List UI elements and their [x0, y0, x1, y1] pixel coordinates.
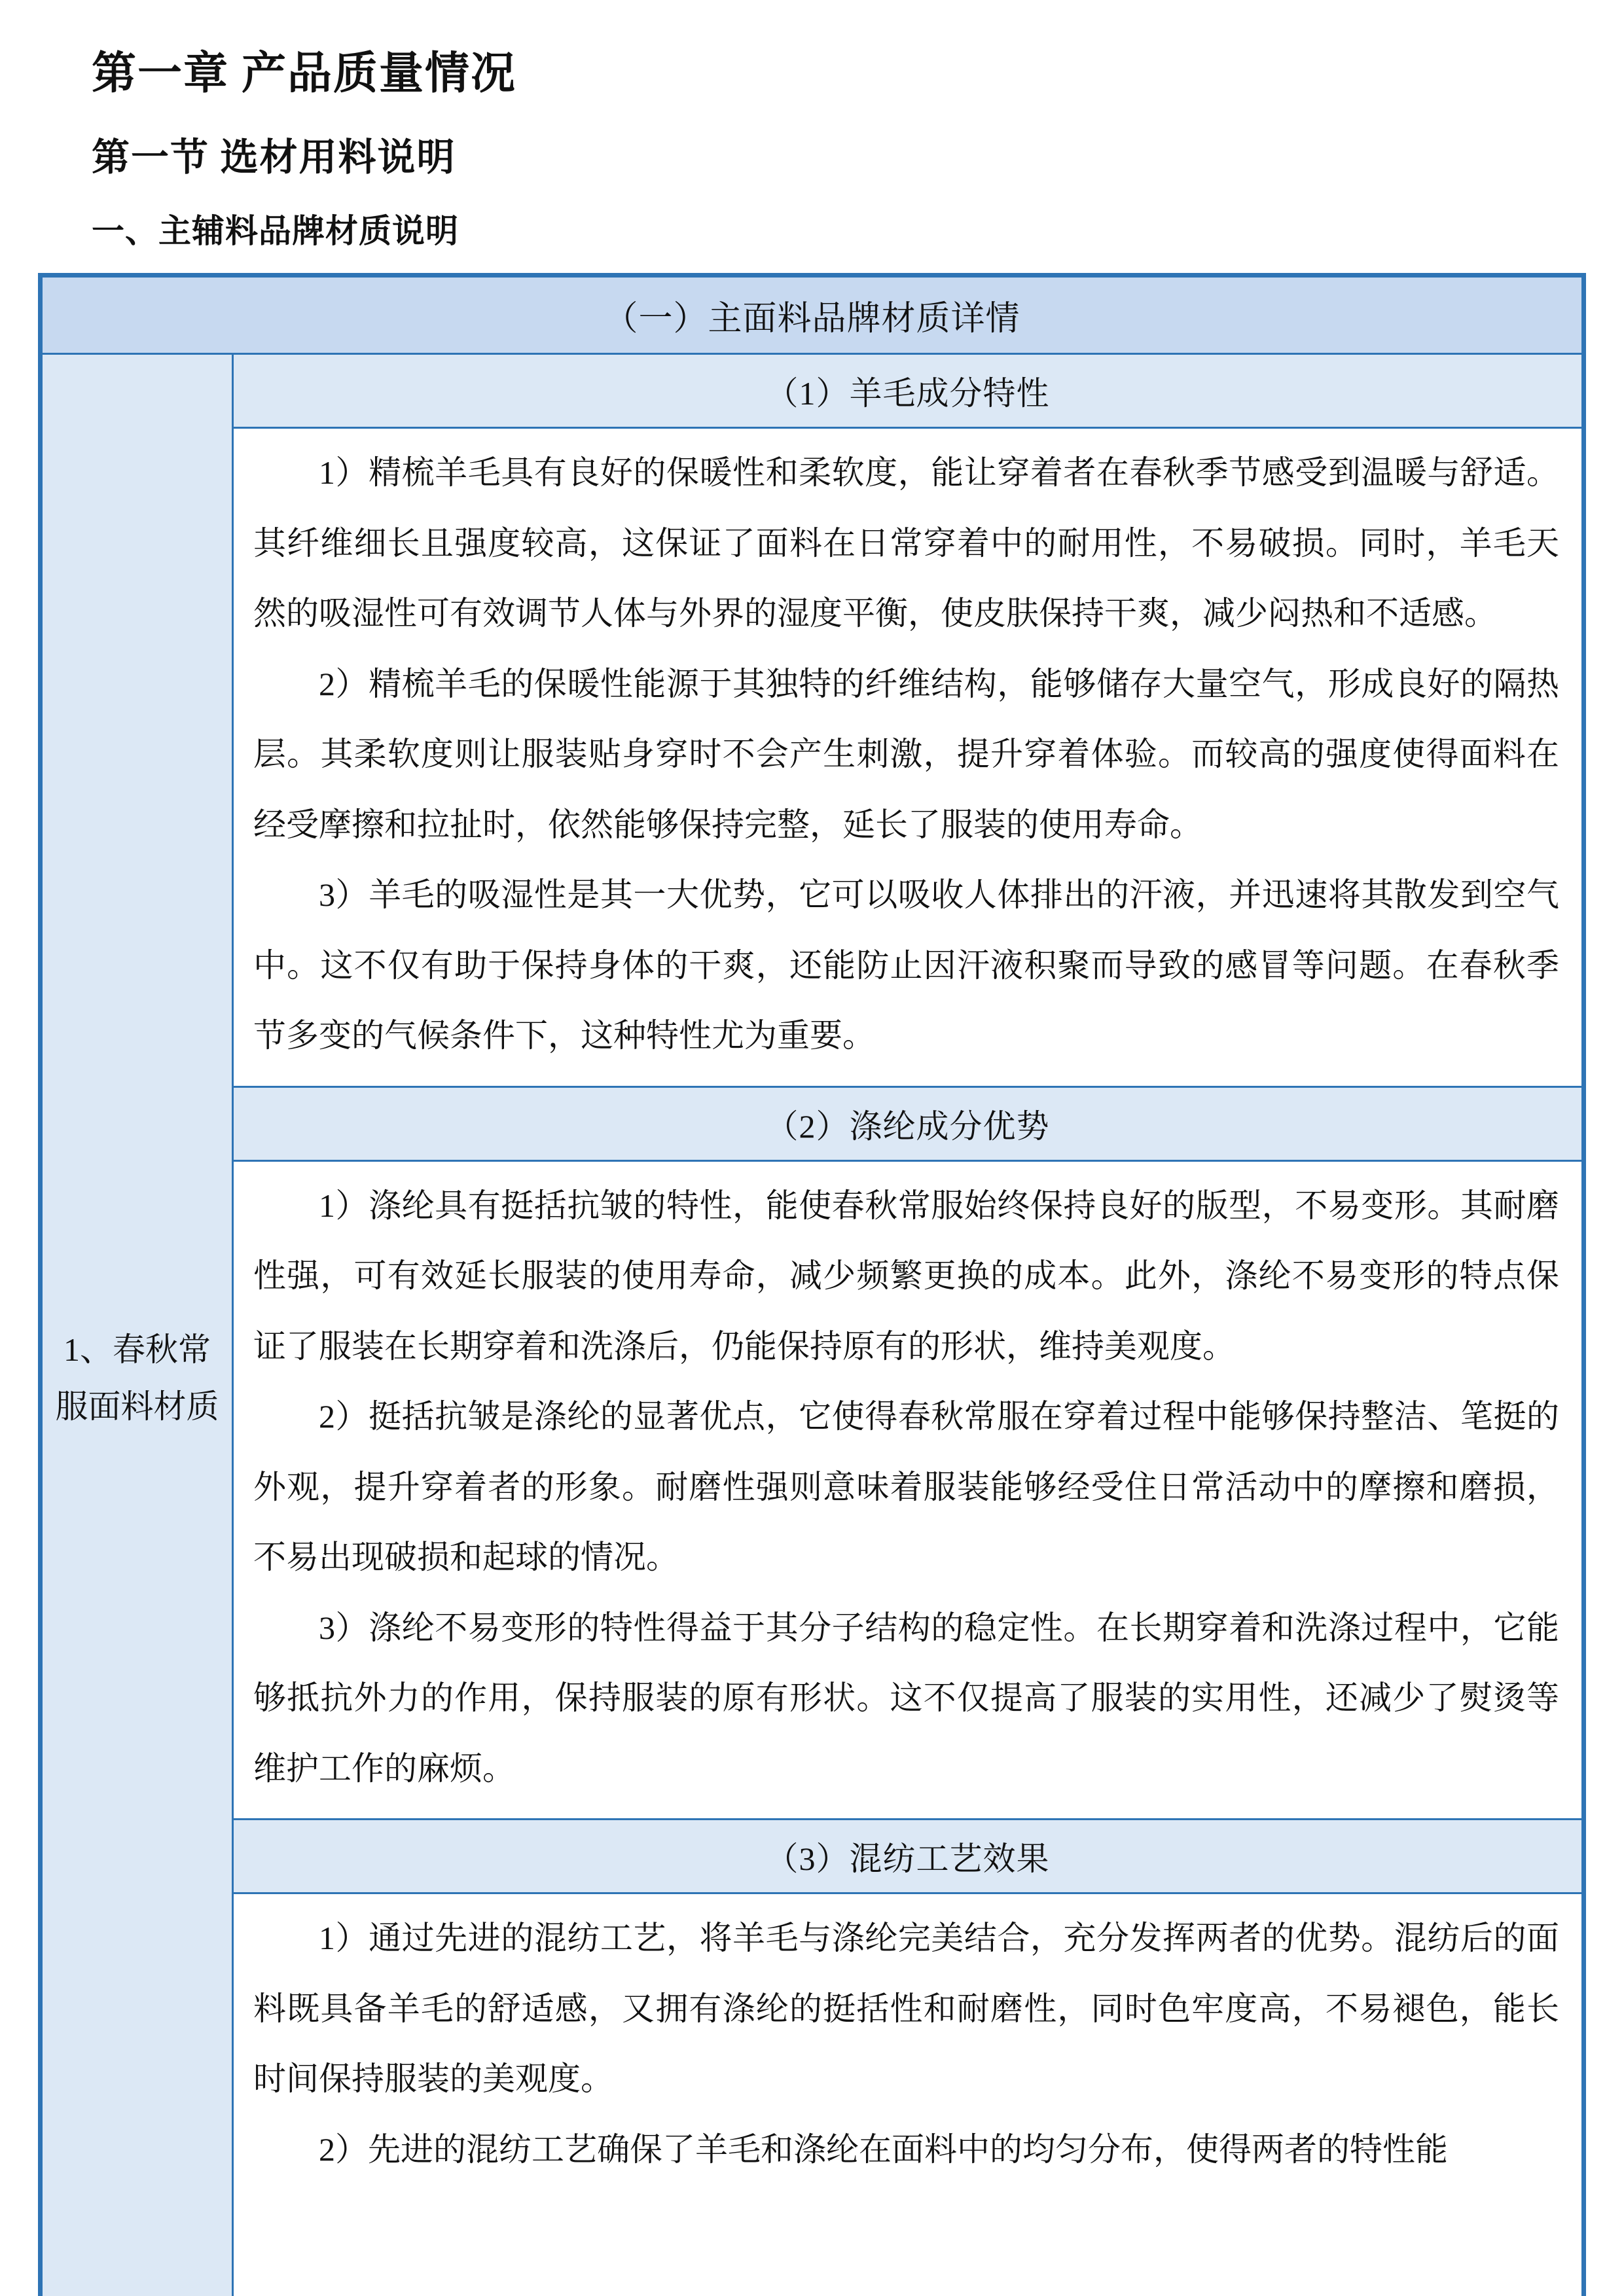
section-title: 第一节 选材用料说明: [92, 136, 456, 179]
paragraph: 2）先进的混纺工艺确保了羊毛和涤纶在面料中的均匀分布，使得两者的特性能: [319, 2130, 1448, 2168]
subheader-polyester-advantages: （2）涤纶成分优势: [234, 1088, 1581, 1162]
paragraph: 3）羊毛的吸湿性是其一大优势，它可以吸收人体排出的汗液，并迅速将其散发到空气中。这不仅有助于保持身体的干爽，还能防止因汗液积聚而导致的感冒等问题。在春秋季节多变的气候条件下，这种特性尤为重要。: [253, 876, 1559, 1054]
body-cell-polyester-advantages: [234, 1162, 1581, 1821]
row-label-fabric-material: 1、春秋常服面料材质: [43, 355, 234, 2296]
table-content-column: [234, 355, 1581, 2296]
material-detail-table: [38, 273, 1586, 2296]
table-body: [43, 355, 1581, 2296]
paragraph: 2）精梳羊毛的保暖性能源于其独特的纤维结构，能够储存大量空气，形成良好的隔热层。其柔软度则让服装贴身穿时不会产生刺激，提升穿着体验。而较高的强度使得面料在经受摩擦和拉扯时，依然能够保持完整，延长了服装的使用寿命。: [253, 665, 1559, 843]
paragraph: 3）涤纶不易变形的特性得益于其分子结构的稳定性。在长期穿着和洗涤过程中，它能够抵抗外力的作用，保持服装的原有形状。这不仅提高了服装的实用性，还减少了熨烫等维护工作的麻烦。: [253, 1609, 1559, 1787]
paragraph: 2）挺括抗皱是涤纶的显著优点，它使得春秋常服在穿着过程中能够保持整洁、笔挺的外观，提升穿着者的形象。耐磨性强则意味着服装能够经受住日常活动中的摩擦和磨损，不易出现破损和起球的情况。: [253, 1398, 1559, 1575]
table-main-header: （一）主面料品牌材质详情: [43, 278, 1581, 355]
paragraph: 1）涤纶具有挺括抗皱的特性，能使春秋常服始终保持良好的版型，不易变形。其耐磨性强，可有效延长服装的使用寿命，减少频繁更换的成本。此外，涤纶不易变形的特点保证了服装在长期穿着和洗涤后，仍能保持原有的形状，维持美观度。: [253, 1187, 1559, 1365]
body-cell-wool-properties: [234, 429, 1581, 1088]
paragraph: 1）通过先进的混纺工艺，将羊毛与涤纶完美结合，充分发挥两者的优势。混纺后的面料既具备羊毛的舒适感，又拥有涤纶的挺括性和耐磨性，同时色牢度高，不易褪色，能长时间保持服装的美观度。: [253, 1920, 1559, 2097]
headings-block: [38, 38, 1586, 252]
subheader-blending-effect: （3）混纺工艺效果: [234, 1820, 1581, 1894]
paragraph: 1）精梳羊毛具有良好的保暖性和柔软度，能让穿着者在春秋季节感受到温暖与舒适。其纤维细长且强度较高，这保证了面料在日常穿着中的耐用性，不易破损。同时，羊毛天然的吸湿性可有效调节人体与外界的湿度平衡，使皮肤保持干爽，减少闷热和不适感。: [253, 454, 1559, 632]
body-cell-blending-effect: [234, 1894, 1581, 2296]
subheader-wool-properties: （1）羊毛成分特性: [234, 355, 1581, 429]
chapter-title: 第一章 产品质量情况: [92, 48, 517, 98]
subsection-title: 一、主辅料品牌材质说明: [92, 213, 459, 249]
